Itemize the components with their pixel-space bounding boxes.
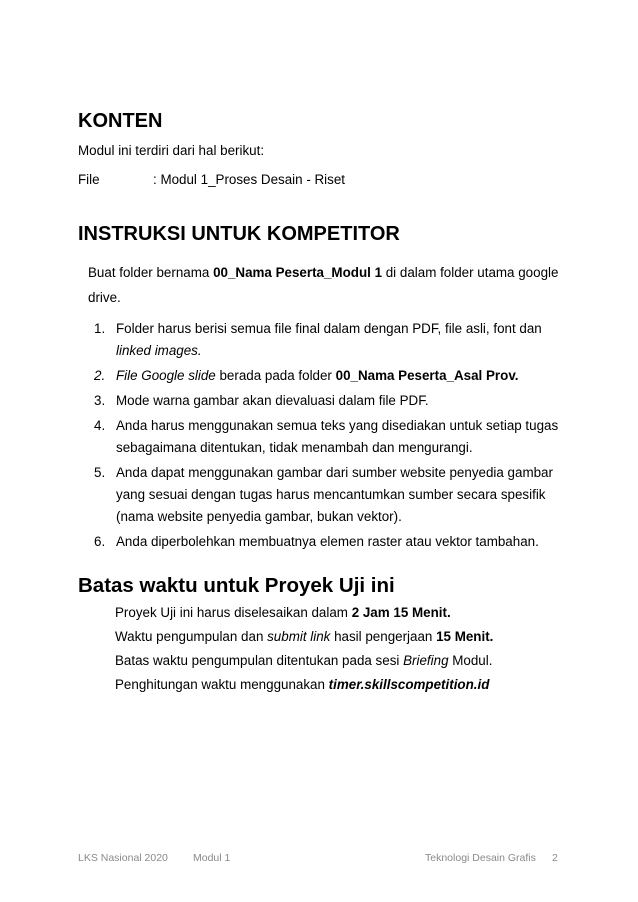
konten-heading: KONTEN [78, 110, 163, 132]
list-item [94, 462, 564, 528]
konten-intro: Modul ini terdiri dari hal berikut: [78, 143, 265, 158]
list-number: 3. [94, 393, 106, 408]
list-text: sebagaimana ditentukan, tidak menambah dan mengurangi. [116, 440, 473, 455]
batas-line-2 [115, 629, 493, 645]
list-text: Anda harus menggunakan semua teks yang disediakan untuk setiap tugas [116, 418, 559, 433]
batas-text: submit link [267, 629, 331, 644]
list-number: 1. [94, 321, 106, 336]
timer-site: timer.skillscompetition.id [328, 677, 490, 692]
list-text: (nama website penyedia gambar, bukan vektor). [116, 509, 402, 524]
batas-text: Waktu pengumpulan dan [115, 629, 268, 644]
list-text: Mode warna gambar akan dievaluasi dalam file PDF. [116, 393, 429, 408]
list-item [94, 318, 564, 362]
instruction-list [94, 318, 564, 556]
footer-subject: Teknologi Desain Grafis [425, 852, 536, 864]
instruksi-para-line2: drive. [88, 290, 121, 305]
list-text: yang sesuai dengan tugas harus mencantumkan sumber secara spesifik [116, 487, 546, 502]
list-text: Anda diperbolehkan membuatnya elemen raster atau vektor tambahan. [116, 534, 539, 549]
list-text: berada pada folder [215, 368, 336, 383]
batas-text: Proyek Uji ini harus diselesaikan dalam [115, 605, 352, 620]
page-number: 2 [552, 852, 558, 864]
batas-text: Batas waktu pengumpulan ditentukan pada sesi [115, 653, 404, 668]
duration: 2 Jam 15 Menit. [351, 605, 451, 620]
batas-line-3 [115, 653, 492, 669]
batas-text: Modul. [448, 653, 493, 668]
list-item [94, 365, 564, 387]
file-value: : Modul 1_Proses Desain - Riset [153, 172, 346, 187]
list-text: 00_Nama Peserta_Asal Prov. [335, 368, 519, 383]
list-number: 4. [94, 418, 106, 433]
list-item [94, 531, 564, 553]
list-text: linked images. [116, 343, 202, 358]
list-text: File Google slide [116, 368, 216, 383]
folder-name: 00_Nama Peserta_Modul 1 [213, 265, 383, 280]
instruksi-paragraph [88, 265, 568, 281]
list-text: Folder harus berisi semua file final dalam dengan PDF, file asli, font dan [116, 321, 542, 336]
list-number: 6. [94, 534, 106, 549]
footer-module: Modul 1 [193, 852, 231, 864]
file-label: File [78, 172, 100, 187]
list-number: 2. [94, 368, 106, 383]
instruksi-heading: INSTRUKSI UNTUK KOMPETITOR [78, 223, 400, 245]
instruksi-para-c: di dalam folder utama google [382, 265, 559, 280]
batas-line-4 [115, 677, 489, 693]
batas-text: Penghitungan waktu menggunakan [115, 677, 329, 692]
footer-event: LKS Nasional 2020 [78, 852, 168, 864]
duration: 15 Menit. [436, 629, 494, 644]
list-text: Anda dapat menggunakan gambar dari sumber website penyedia gambar [116, 465, 553, 480]
instruksi-para-a: Buat folder bernama [88, 265, 214, 280]
batas-heading: Batas waktu untuk Proyek Uji ini [78, 574, 395, 597]
list-number: 5. [94, 465, 106, 480]
batas-text: Briefing [403, 653, 449, 668]
list-item [94, 415, 564, 459]
list-item [94, 390, 564, 412]
batas-text: hasil pengerjaan [330, 629, 437, 644]
batas-line-1 [115, 605, 451, 621]
